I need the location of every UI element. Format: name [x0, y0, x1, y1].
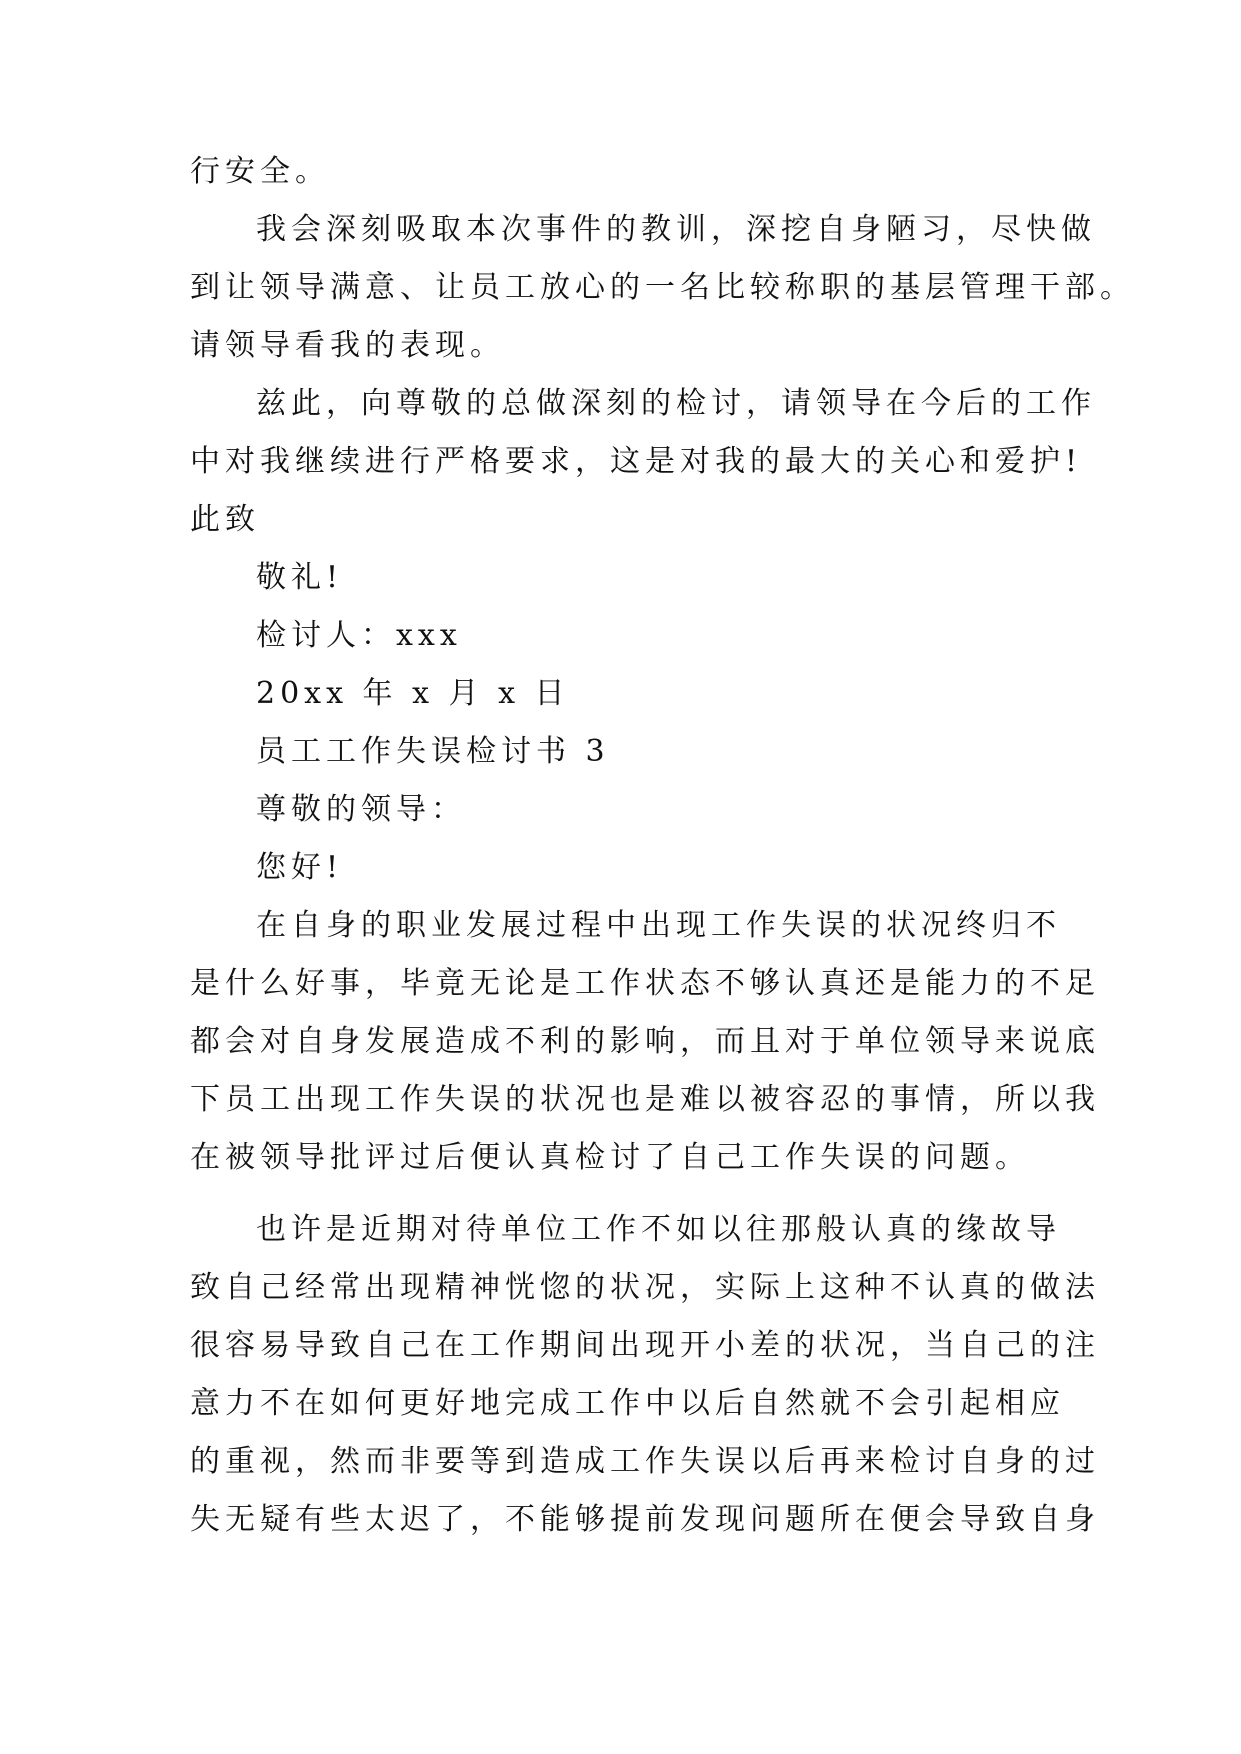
greeting-line: 您好!	[256, 850, 344, 885]
text-line: 很容易导致自己在工作期间出现开小差的状况，当自己的注	[190, 1328, 1100, 1363]
text-line: 请领导看我的表现。	[190, 328, 505, 363]
text-line: 是什么好事，毕竟无论是工作状态不够认真还是能力的不足	[190, 966, 1100, 1001]
paragraph-start-line: 也许是近期对待单位工作不如以往那般认真的缘故导	[256, 1212, 1061, 1247]
text-line: 行安全。	[190, 154, 330, 189]
text-line: 意力不在如何更好地完成工作中以后自然就不会引起相应	[190, 1386, 1065, 1421]
text-line: 中对我继续进行严格要求，这是对我的最大的关心和爱护!	[190, 444, 1083, 479]
text-line: 致自己经常出现精神恍惚的状况，实际上这种不认真的做法	[190, 1270, 1100, 1305]
greeting-line: 尊敬的领导：	[256, 792, 466, 827]
paragraph-start-line: 我会深刻吸取本次事件的教训，深挖自身陋习，尽快做	[256, 212, 1096, 247]
text-line: 失无疑有些太迟了，不能够提前发现问题所在便会导致自身	[190, 1502, 1100, 1537]
closing-salutation: 此致	[190, 502, 260, 537]
date-line: 20xx 年 x 月 x 日	[256, 676, 570, 711]
paragraph-start-line: 兹此，向尊敬的总做深刻的检讨，请领导在今后的工作	[256, 386, 1096, 421]
signature-line: 检讨人：xxx	[256, 618, 462, 653]
text-line: 到让领导满意、让员工放心的一名比较称职的基层管理干部。	[190, 270, 1135, 305]
text-line: 在被领导批评过后便认真检讨了自己工作失误的问题。	[190, 1140, 1030, 1175]
text-line: 都会对自身发展造成不利的影响，而且对于单位领导来说底	[190, 1024, 1100, 1059]
text-line: 下员工出现工作失误的状况也是难以被容忍的事情，所以我	[190, 1082, 1100, 1117]
text-line: 的重视，然而非要等到造成工作失误以后再来检讨自身的过	[190, 1444, 1100, 1479]
section-title: 员工工作失误检讨书 3	[256, 734, 610, 769]
closing-regards: 敬礼!	[256, 560, 344, 595]
paragraph-start-line: 在自身的职业发展过程中出现工作失误的状况终归不	[256, 908, 1061, 943]
